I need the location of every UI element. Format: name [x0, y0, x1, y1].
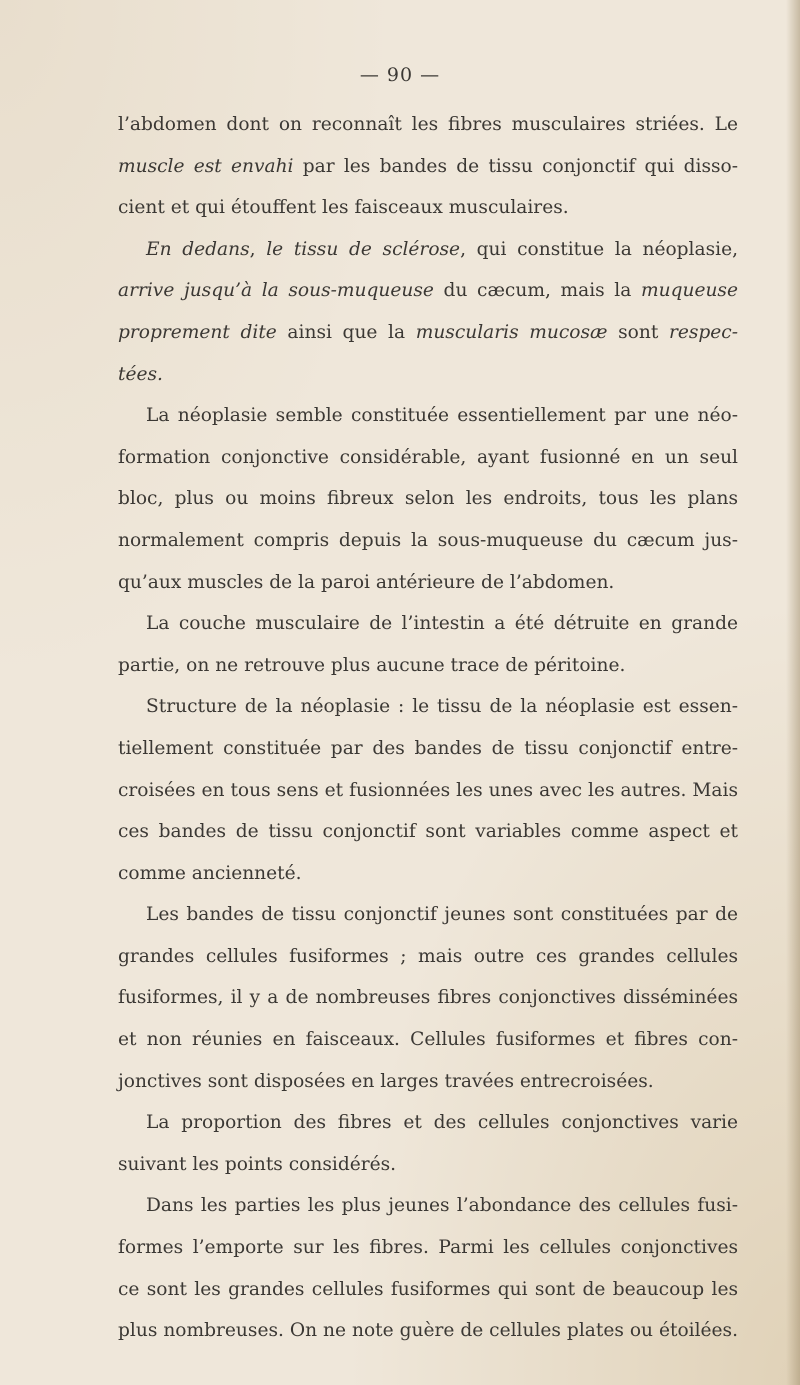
text-line: La proportion des fibres et des cellules conjonctives varie	[146, 1112, 738, 1134]
italic-phrase: arrive jusqu’à la sous-muqueuse	[118, 280, 434, 302]
italic-phrase: muqueuse	[640, 280, 738, 302]
text-line	[118, 354, 738, 396]
paragraph-2	[118, 229, 738, 395]
text-line: plus nombreuses. On ne note guère de cellules plates ou étoilées.	[118, 1320, 738, 1342]
text-line: l’abdomen dont on reconnaît les fibres musculaires striées. Le	[118, 114, 738, 135]
italic-phrase: muscularis mucosæ	[415, 321, 608, 343]
paragraph-8	[118, 1185, 738, 1351]
text-line: qu’aux muscles de la paroi antérieure de l’abdomen.	[118, 571, 615, 593]
text-line: tiellement constituée par des bandes de tissu conjonctif entre-	[118, 737, 738, 759]
italic-phrase: le tissu de sclérose	[266, 238, 461, 260]
italic-phrase: En dedans	[146, 238, 250, 260]
text-line: cient et qui étouffent les faisceaux musculaires.	[118, 197, 569, 219]
text-line: muscle est envahi par les bandes de tissu conjonctif qui disso-	[118, 155, 739, 177]
text-line: proprement dite ainsi que la muscularis mucosæ sont respec-	[118, 321, 738, 343]
text-line: Les bandes de tissu conjonctif jeunes sont constituées par de	[146, 904, 738, 926]
text-line: La couche musculaire de l’intestin a été détruite en grande	[146, 613, 738, 635]
text-line: ces bandes de tissu conjonctif sont variables comme aspect et	[118, 821, 738, 843]
text-line: et non réunies en faisceaux. Cellules fusiformes et fibres con-	[118, 1029, 738, 1051]
text-line: fusiformes, il y a de nombreuses fibres conjonctives disséminées	[118, 987, 738, 1009]
text-line: jonctives sont disposées en larges travées entrecroisées.	[118, 1070, 654, 1092]
paragraph-1	[118, 104, 738, 229]
italic-phrase: proprement dite	[118, 321, 277, 343]
text-line: comme ancienneté.	[118, 862, 302, 884]
text-line: partie, on ne retrouve plus aucune trace de péritoine.	[118, 654, 626, 676]
text-line: formes l’emporte sur les fibres. Parmi les cellules conjonctives	[118, 1237, 738, 1259]
page-edge-shadow	[786, 0, 800, 1385]
text-line: Dans les parties les plus jeunes l’abondance des cellules fusi-	[146, 1195, 738, 1217]
italic-phrase: tées.	[118, 363, 163, 385]
paragraph-3	[118, 395, 738, 603]
text-line: croisées en tous sens et fusionnées les unes avec les autres. Mais	[118, 779, 738, 801]
italic-phrase: muscle est envahi	[118, 155, 294, 177]
text-line: La néoplasie semble constituée essentiellement par une néo-	[146, 405, 738, 427]
paragraph-4	[118, 603, 738, 686]
paragraph-5	[118, 686, 738, 894]
text-line: normalement compris depuis la sous-muqueuse du cæcum jus-	[118, 529, 738, 551]
text-line: En dedans, le tissu de sclérose, qui constitue la néoplasie,	[146, 238, 738, 260]
text-line: suivant les points considérés.	[118, 1153, 397, 1175]
paragraph-6	[118, 894, 738, 1102]
text-line: ce sont les grandes cellules fusiformes qui sont de beaucoup les	[118, 1278, 738, 1300]
text-line: formation conjonctive considérable, ayant fusionné en un seul	[118, 446, 738, 468]
paragraph-7	[118, 1102, 738, 1185]
text-line: Structure de la néoplasie : le tissu de la néoplasie est essen-	[146, 696, 738, 718]
text-line: arrive jusqu’à la sous-muqueuse du cæcum, mais la muqueuse	[118, 280, 738, 302]
page-number: — 90 —	[359, 64, 441, 86]
italic-phrase: respec-	[668, 321, 738, 343]
text-line: grandes cellules fusiformes ; mais outre ces grandes cellules	[118, 945, 738, 967]
body-text	[118, 104, 738, 1352]
text-line: bloc, plus ou moins fibreux selon les endroits, tous les plans	[118, 488, 738, 510]
